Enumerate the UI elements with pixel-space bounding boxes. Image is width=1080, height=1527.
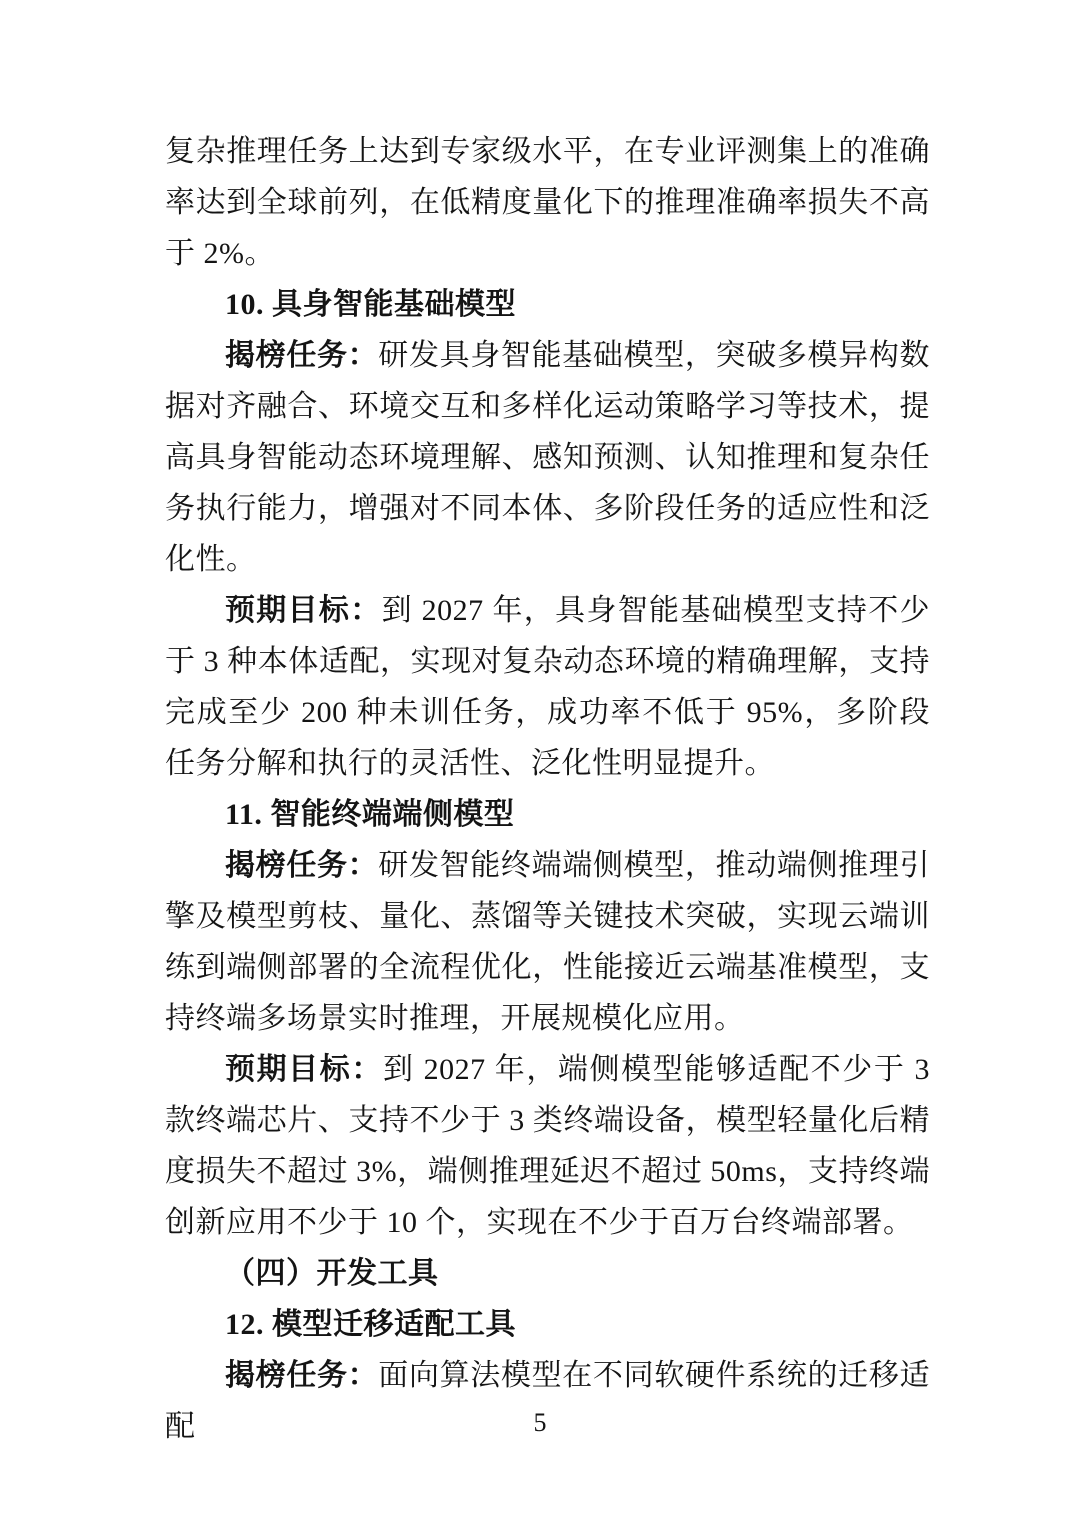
paragraph-label: 揭榜任务： (225, 849, 379, 882)
paragraph-goal-10 (165, 585, 930, 789)
paragraph-text: 面向算法模型在不同软硬件系统的迁移适配 (165, 1359, 931, 1443)
paragraph-text: 到 2027 年，端侧模型能够适配不少于 3 款终端芯片、支持不少于 3 类终端设备，模型轻量化后精度损失不超过 3%，端侧推理延迟不超过 50ms，支持终端创新应用不少于 10 个，实现在不少于百万台终端部署。 (165, 1053, 931, 1239)
paragraph-text: 研发具身智能基础模型，突破多模异构数据对齐融合、环境交互和多样化运动策略学习等技术，提高具身智能动态环境理解、感知预测、认知推理和复杂任务执行能力，增强对不同本体、多阶段任务的适应性和泛化性。 (165, 339, 931, 576)
page-number: 5 (533, 1407, 547, 1437)
paragraph-label: 预期目标： (225, 594, 382, 627)
page-content (165, 126, 930, 1452)
section-heading-10: 10. 具身智能基础模型 (225, 288, 516, 321)
paragraph-label: 揭榜任务： (225, 1359, 379, 1392)
paragraph-text: 到 2027 年，具身智能基础模型支持不少于 3 种本体适配，实现对复杂动态环境的精确理解，支持完成至少 200 种未训任务，成功率不低于 95%，多阶段任务分解和执行的灵活性、泛化性明显提升。 (165, 594, 931, 780)
section-heading-12: 12. 模型迁移适配工具 (225, 1308, 516, 1341)
paragraph-text: 研发智能终端端侧模型，推动端侧推理引擎及模型剪枝、量化、蒸馏等关键技术突破，实现云端训练到端侧部署的全流程优化，性能接近云端基准模型，支持终端多场景实时推理，开展规模化应用。 (165, 849, 931, 1035)
paragraph-label: 揭榜任务： (225, 339, 379, 372)
paragraph-continuation: 复杂推理任务上达到专家级水平，在专业评测集上的准确率达到全球前列，在低精度量化下的推理准确率损失不高于 2%。 (165, 135, 930, 270)
section-heading-11: 11. 智能终端端侧模型 (225, 798, 515, 831)
paragraph-goal-11 (165, 1044, 930, 1248)
paragraph-label: 预期目标： (225, 1053, 383, 1086)
paragraph-task-11 (165, 840, 930, 1044)
section-heading-4-tools: （四）开发工具 (225, 1257, 439, 1290)
paragraph-task-10 (165, 330, 930, 585)
